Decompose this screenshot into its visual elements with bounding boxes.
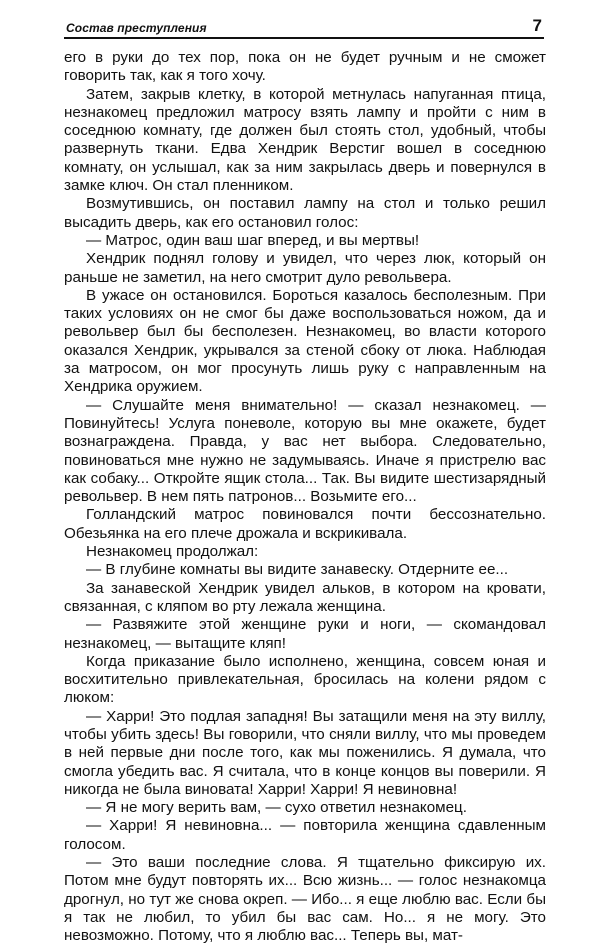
paragraph: В ужасе он остановился. Бороться казалось бесполезным. При таких условиях он не смог бы даже воспользоваться ножом, да и револьвер был бы бесполезен. Незнакомец, во власти которого оказался Хендрик, укрывался за стеной сбоку от люка. Наблюдая за матросом, он мог просунуть лишь руку с направленным на Хендрика оружием.	[64, 286, 546, 396]
paragraph: Затем, закрыв клетку, в которой метнулась напуганная птица, незнакомец предложил матросу взять лампу и пройти с ним в соседнюю комнату, где должен был стоять стол, удобный, чтобы развернуть ткани. Едва Хендрик Верстиг вошел в соседнюю комнату, он услышал, как за ним закрылась дверь и повернулся в замке ключ. Он стал пленником.	[64, 85, 546, 195]
paragraph: Голландский матрос повиновался почти бессознательно. Обезьянка на его плече дрожала и вскрикивала.	[64, 506, 546, 542]
paragraph: Хендрик поднял голову и увидел, что через люк, который он раньше не заметил, на него смотрит дуло револьвера.	[64, 250, 546, 286]
body-text	[64, 49, 546, 946]
paragraph: его в руки до тех пор, пока он не будет ручным и не сможет говорить так, как я того хочу.	[64, 49, 546, 85]
paragraph: Возмутившись, он поставил лампу на стол и только решил высадить дверь, как его остановил голос:	[64, 195, 546, 231]
paragraph: — Харри! Я невиновна... — повторила женщина сдавленным голосом.	[64, 817, 546, 853]
section-title: Состав преступления	[66, 21, 207, 35]
paragraph: — Харри! Это подлая западня! Вы затащили меня на эту виллу, чтобы убить здесь! Вы говорили, что сняли виллу, что мы проведем в ней первые дни после того, как мы поженились. Я думала, что смогла убедить вас. Я считала, что в конце концов вы поверили. Я никогда не была виновата! Харри! Харри! Я невиновна!	[64, 707, 546, 798]
paragraph: — Матрос, один ваш шаг вперед, и вы мертвы!	[86, 231, 420, 249]
page-number: 7	[532, 16, 542, 35]
paragraph: — Я не могу верить вам, — сухо ответил незнакомец.	[86, 799, 467, 817]
paragraph: — Слушайте меня внимательно! — сказал незнакомец. — Повинуйтесь! Услуга поневоле, которую вы мне окажете, будет вознаграждена. Правда, у вас нет выбора. Следовательно, повиноваться мне нужно не задумываясь. Иначе я пристрелю вас как собаку... Откройте ящик стола... Так. Вы видите шестизарядный револьвер. В нем пять патронов... Возьмите его...	[64, 396, 546, 506]
header-rule	[64, 37, 544, 39]
paragraph: — В глубине комнаты вы видите занавеску. Отдерните ее...	[86, 561, 509, 579]
paragraph: — Это ваши последние слова. Я тщательно фиксирую их. Потом мне будут повторять их... Всю жизнь... — голос незнакомца дрогнул, но тут же снова окреп. — Ибо... я еще люблю вас. Если бы я так не любил, то убил бы вас сам. Но... я не могу. Это невозможно. Потому, что я люблю вас... Теперь вы, мат-	[64, 854, 546, 945]
paragraph: — Развяжите этой женщине руки и ноги, — скомандовал незнакомец, — вытащите кляп!	[64, 616, 546, 652]
running-header	[64, 16, 544, 40]
paragraph: Незнакомец продолжал:	[86, 543, 259, 561]
paragraph: За занавеской Хендрик увидел альков, в котором на кровати, связанная, с кляпом во рту лежала женщина.	[64, 579, 546, 615]
paragraph: Когда приказание было исполнено, женщина, совсем юная и восхитительно привлекательная, бросилась на колени рядом с люком:	[64, 652, 546, 707]
